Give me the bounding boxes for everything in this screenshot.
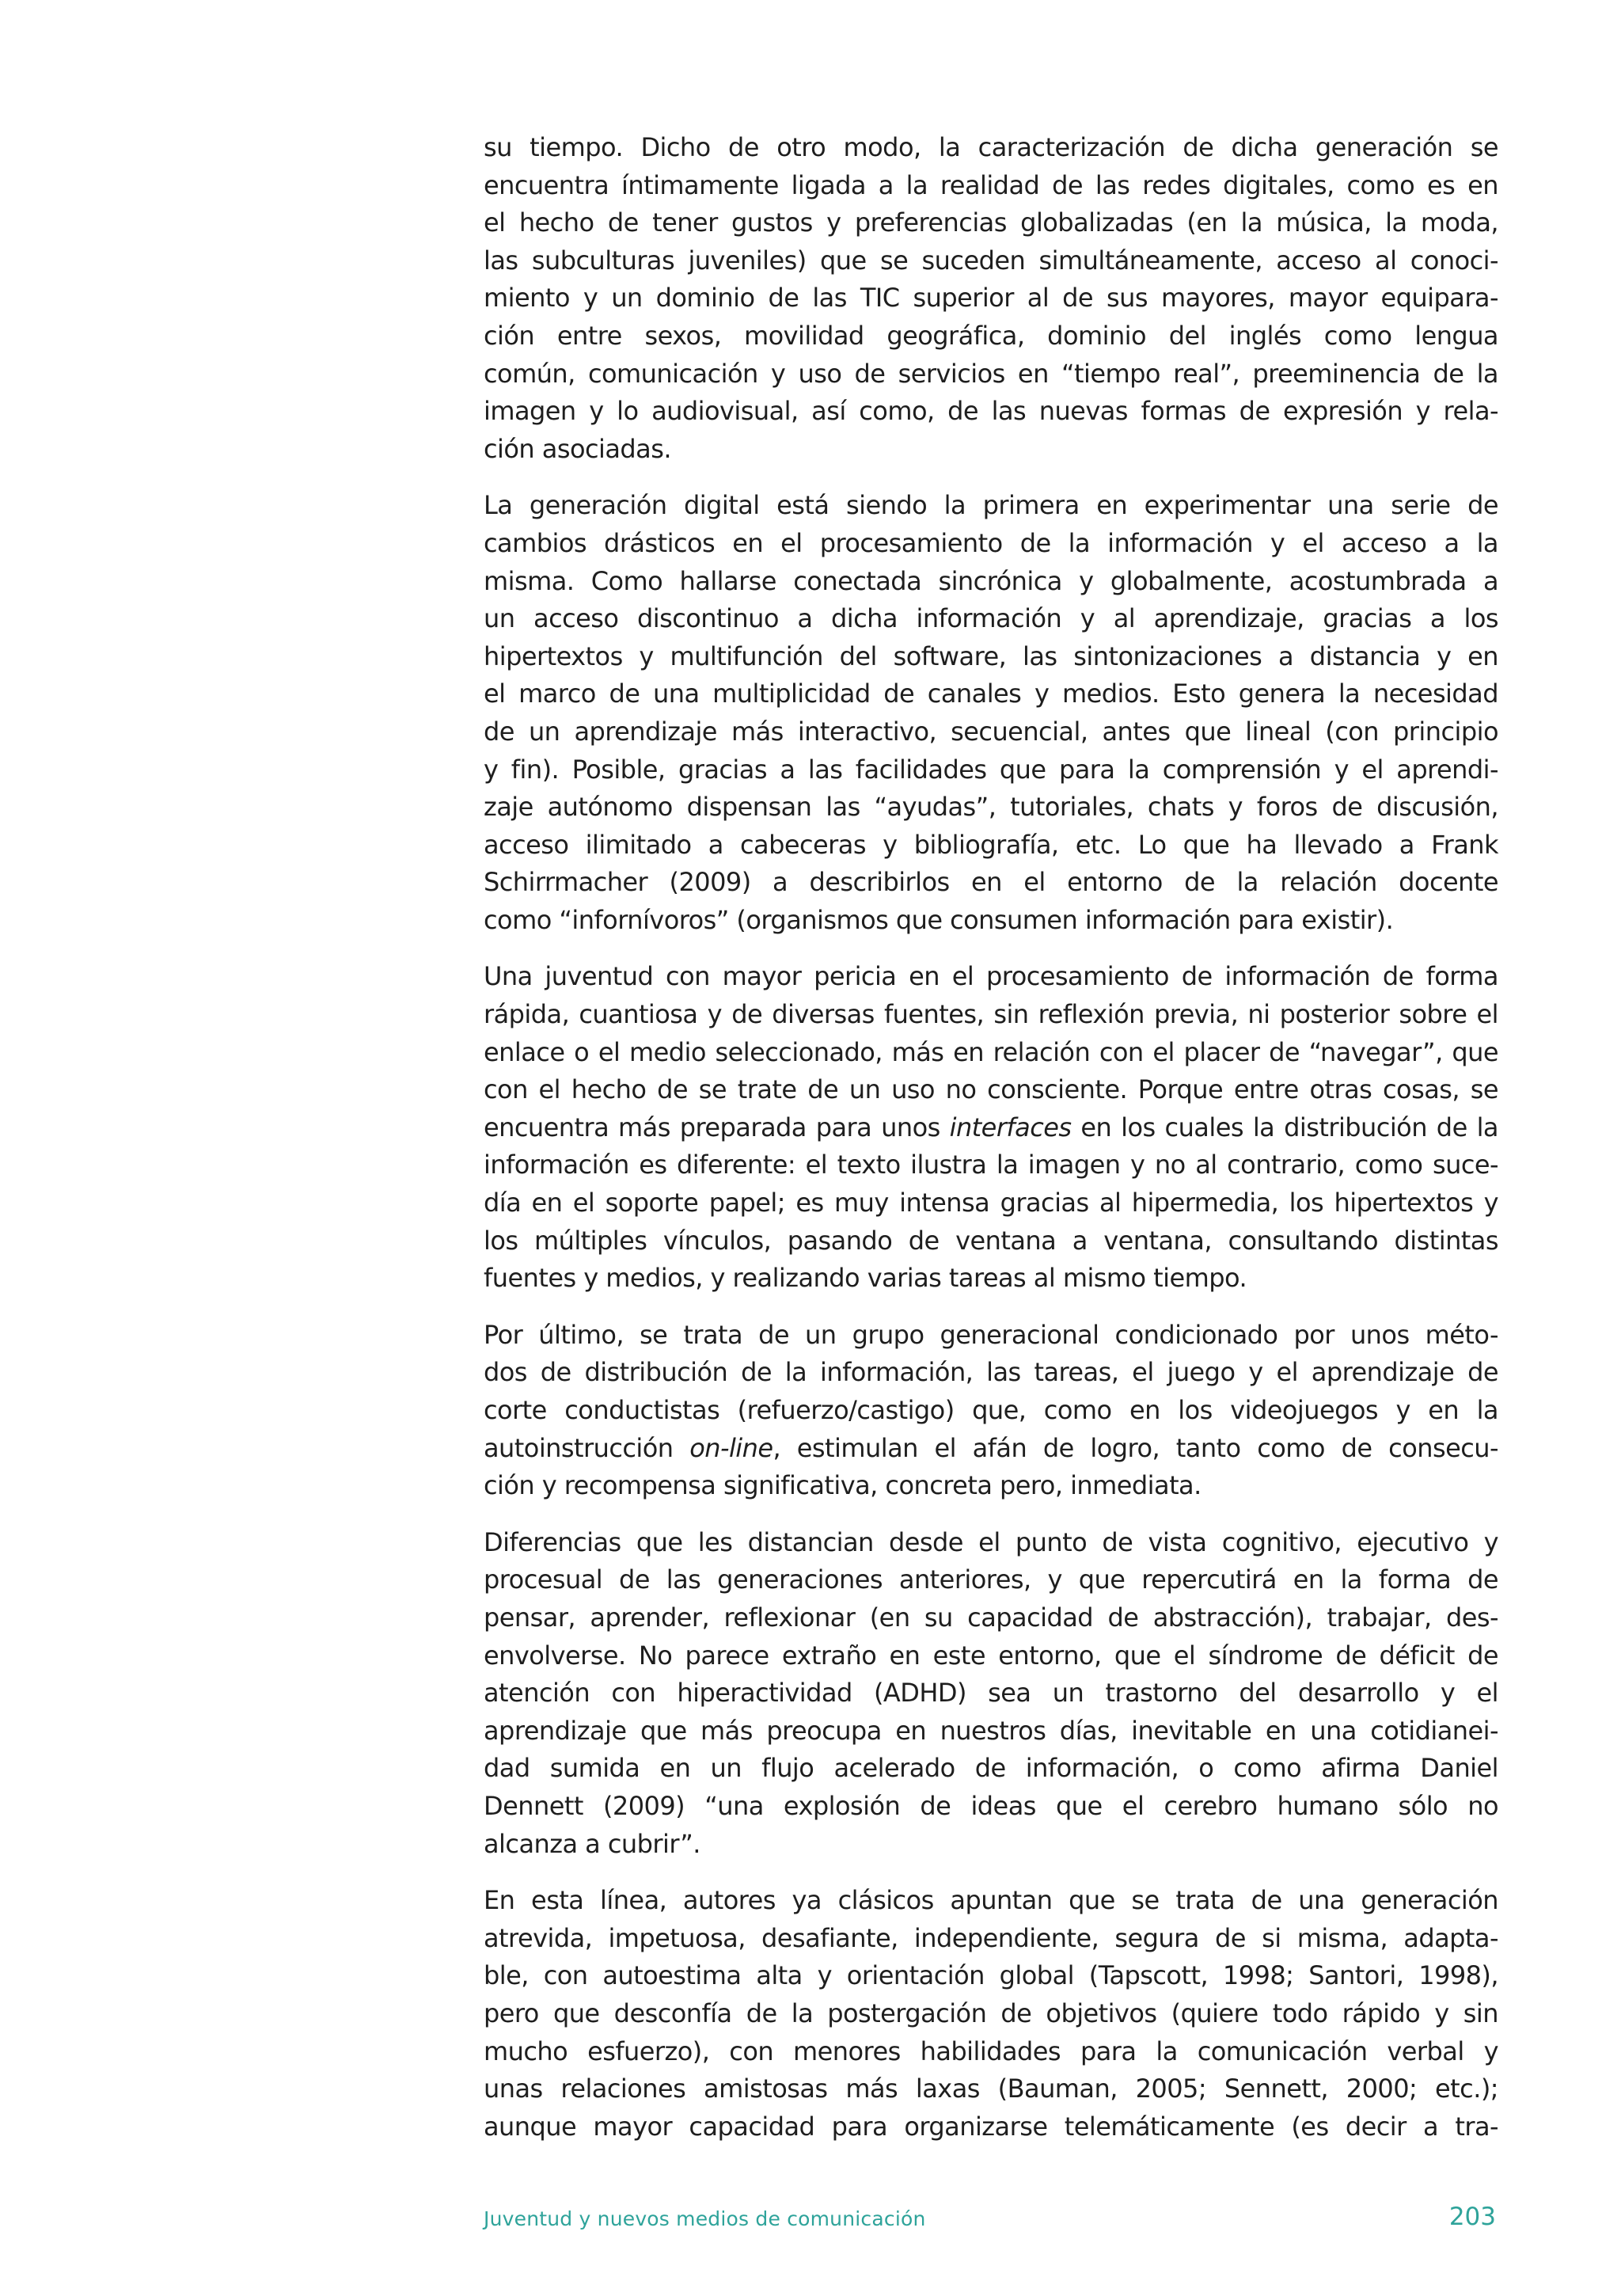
text-run: misma. Como hallarse conectada sincrónica y globalmente, acostumbrada a	[484, 565, 1498, 596]
text-line	[484, 1957, 1498, 1995]
text-line	[484, 525, 1498, 563]
text-line	[484, 1750, 1498, 1788]
text-line	[484, 1184, 1498, 1222]
text-run: de un aprendizaje más interactivo, secuencial, antes que lineal (con principio	[484, 716, 1498, 747]
paragraph	[484, 487, 1498, 939]
text-line	[484, 317, 1498, 355]
text-run: zaje autónomo dispensan las “ayudas”, tutoriales, chats y foros de discusión,	[484, 792, 1498, 823]
text-line	[484, 1317, 1498, 1355]
text-run: mucho esfuerzo), con menores habilidades para la comunicación verbal y	[484, 2036, 1498, 2066]
text-run: Por último, se trata de un grupo generacional condicionado por unos méto-	[484, 1319, 1498, 1350]
text-line	[484, 242, 1498, 280]
text-run: enlace o el medio seleccionado, más en relación con el placer de “navegar”, que	[484, 1036, 1498, 1067]
text-line	[484, 1524, 1498, 1562]
text-line	[484, 1637, 1498, 1675]
body-text	[484, 129, 1498, 2165]
running-footer-title: Juventud y nuevos medios de comunicación	[484, 2207, 926, 2230]
text-run: y fin). Posible, gracias a las facilidades que para la comprensión y el aprendi-	[484, 754, 1498, 785]
paragraph	[484, 1882, 1498, 2146]
text-run: el marco de una multiplicidad de canales y medios. Esto genera la necesidad	[484, 679, 1498, 709]
text-run: información es diferente: el texto ilustra la imagen y no al contrario, como suce-	[484, 1150, 1498, 1180]
text-line	[484, 1995, 1498, 2033]
text-run: procesual de las generaciones anteriores, y que repercutirá en la forma de	[484, 1564, 1498, 1595]
text-run: común, comunicación y uso de servicios en “tiempo real”, preeminencia de la	[484, 358, 1498, 389]
text-run: atrevida, impetuosa, desafiante, independiente, segura de si misma, adapta-	[484, 1922, 1498, 1953]
paragraph	[484, 958, 1498, 1297]
text-line	[484, 1712, 1498, 1751]
text-line	[484, 2070, 1498, 2108]
text-run: ble, con autoestima alta y orientación global (Tapscott, 1998; Santori, 1998),	[484, 1960, 1498, 1991]
paragraph	[484, 1317, 1498, 1505]
text-run: encuentra íntimamente ligada a la realidad de las redes digitales, como es en	[484, 169, 1498, 200]
page-number: 203	[1448, 2203, 1496, 2231]
text-run: como “infornívoros” (organismos que consumen información para existir).	[484, 904, 1394, 935]
text-run: ción asociadas.	[484, 433, 671, 464]
text-line	[484, 2108, 1498, 2146]
text-line	[484, 1561, 1498, 1599]
text-run: los múltiples vínculos, pasando de ventana a ventana, consultando distintas	[484, 1225, 1498, 1256]
text-run: dos de distribución de la información, las tareas, el juego y el aprendizaje de	[484, 1357, 1498, 1388]
text-run: su tiempo. Dicho de otro modo, la caracterización de dicha generación se	[484, 132, 1498, 162]
text-run: alcanza a cubrir”.	[484, 1828, 700, 1859]
text-line	[484, 355, 1498, 393]
text-line	[484, 1146, 1498, 1184]
text-run: Diferencias que les distancian desde el punto de vista cognitivo, ejecutivo y	[484, 1526, 1498, 1557]
text-line	[484, 431, 1498, 469]
text-line	[484, 487, 1498, 525]
text-run: fuentes y medios, y realizando varias tareas al mismo tiempo.	[484, 1263, 1247, 1294]
text-line	[484, 864, 1498, 902]
text-run: dad sumida en un flujo acelerado de información, o como afirma Daniel	[484, 1753, 1498, 1784]
text-line	[484, 713, 1498, 751]
text-run: cambios drásticos en el procesamiento de la información y el acceso a la	[484, 527, 1498, 558]
text-run: En esta línea, autores ya clásicos apuntan que se trata de una generación	[484, 1885, 1498, 1916]
text-run: hipertextos y multifunción del software, las sintonizaciones a distancia y en	[484, 641, 1498, 671]
text-run: imagen y lo audiovisual, así como, de las nuevas formas de expresión y rela-	[484, 396, 1498, 427]
text-line	[484, 1354, 1498, 1392]
text-line	[484, 958, 1498, 996]
text-line	[484, 204, 1498, 242]
text-run: las subculturas juveniles) que se suceden simultáneamente, acceso al conoci-	[484, 245, 1498, 276]
text-line	[484, 751, 1498, 789]
text-line	[484, 1788, 1498, 1826]
text-line	[484, 563, 1498, 601]
text-line	[484, 902, 1498, 940]
text-line	[484, 279, 1498, 317]
text-run: pensar, aprender, reflexionar (en su capacidad de abstracción), trabajar, des-	[484, 1602, 1498, 1633]
text-run: autoinstrucción	[484, 1432, 690, 1463]
text-run: aunque mayor capacidad para organizarse telemáticamente (es decir a tra-	[484, 2111, 1498, 2142]
italic-term: interfaces	[949, 1112, 1072, 1142]
text-run: aprendizaje que más preocupa en nuestros días, inevitable en una cotidianei-	[484, 1715, 1498, 1746]
text-line	[484, 1034, 1498, 1072]
text-run: con el hecho de se trate de un uso no consciente. Porque entre otras cosas, se	[484, 1074, 1498, 1105]
text-line	[484, 129, 1498, 167]
text-line	[484, 638, 1498, 676]
text-run: atención con hiperactividad (ADHD) sea un trastorno del desarrollo y el	[484, 1678, 1498, 1709]
text-line	[484, 1109, 1498, 1147]
text-run: el hecho de tener gustos y preferencias globalizadas (en la música, la moda,	[484, 207, 1498, 238]
text-run: Una juventud con mayor pericia en el procesamiento de información de forma	[484, 961, 1498, 992]
text-run: miento y un dominio de las TIC superior al de sus mayores, mayor equipara-	[484, 283, 1498, 314]
text-line	[484, 1222, 1498, 1260]
text-run: ción y recompensa significativa, concreta pero, inmediata.	[484, 1470, 1202, 1501]
text-line	[484, 2033, 1498, 2071]
text-run: acceso ilimitado a cabeceras y bibliografía, etc. Lo que ha llevado a Frank	[484, 829, 1498, 860]
text-run: corte conductistas (refuerzo/castigo) que, como en los videojuegos y en la	[484, 1395, 1498, 1425]
text-run: un acceso discontinuo a dicha información y al aprendizaje, gracias a los	[484, 603, 1498, 634]
text-run: Dennett (2009) “una explosión de ideas que el cerebro humano sólo no	[484, 1790, 1498, 1821]
text-line	[484, 1882, 1498, 1920]
text-line	[484, 675, 1498, 713]
text-run: encuentra más preparada para unos	[484, 1112, 950, 1142]
text-line	[484, 827, 1498, 865]
text-run: en los cuales la distribución de la	[1071, 1112, 1498, 1142]
text-run: envolverse. No parece extraño en este entorno, que el síndrome de déficit de	[484, 1640, 1498, 1671]
text-run: rápida, cuantiosa y de diversas fuentes, sin reflexión previa, ni posterior sobre el	[484, 999, 1498, 1030]
text-line	[484, 1467, 1498, 1505]
text-run: , estimulan el afán de logro, tanto como de consecu-	[773, 1432, 1498, 1463]
text-line	[484, 1071, 1498, 1109]
text-run: día en el soporte papel; es muy intensa gracias al hipermedia, los hipertextos y	[484, 1188, 1498, 1218]
text-run: Schirrmacher (2009) a describirlos en el entorno de la relación docente	[484, 867, 1498, 898]
italic-term: on-line	[689, 1432, 773, 1463]
text-run: La generación digital está siendo la primera en experimentar una serie de	[484, 490, 1498, 521]
text-run: ción entre sexos, movilidad geográfica, dominio del inglés como lengua	[484, 320, 1498, 351]
paragraph	[484, 1524, 1498, 1863]
text-line	[484, 1260, 1498, 1298]
text-line	[484, 996, 1498, 1034]
text-line	[484, 1599, 1498, 1637]
text-line	[484, 1826, 1498, 1864]
text-line	[484, 1430, 1498, 1468]
text-run: unas relaciones amistosas más laxas (Bauman, 2005; Sennett, 2000; etc.);	[484, 2074, 1498, 2104]
text-line	[484, 1674, 1498, 1712]
text-line	[484, 393, 1498, 431]
text-line	[484, 600, 1498, 638]
text-line	[484, 789, 1498, 827]
text-run: pero que desconfía de la postergación de objetivos (quiere todo rápido y sin	[484, 1998, 1498, 2028]
text-line	[484, 1392, 1498, 1430]
paragraph	[484, 129, 1498, 468]
text-line	[484, 1920, 1498, 1958]
text-line	[484, 167, 1498, 205]
